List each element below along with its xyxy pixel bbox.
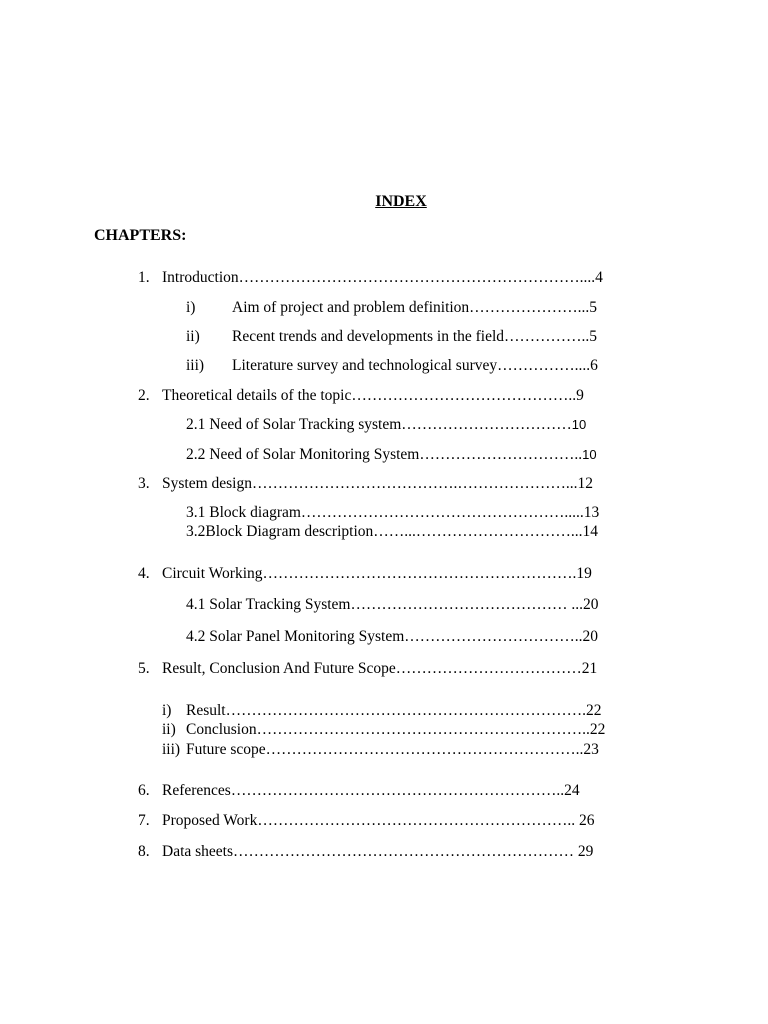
- toc-text: Conclusion………………………………………………………..22: [186, 721, 606, 738]
- toc-number: i): [162, 702, 172, 719]
- toc-number: 5.: [138, 660, 150, 677]
- toc-entry: [186, 503, 599, 523]
- toc-text: 2.2 Need of Solar Monitoring System…………………………..: [186, 446, 583, 463]
- toc-number: 2.: [138, 387, 150, 404]
- toc-number: 3.: [138, 475, 150, 492]
- toc-entry: [186, 595, 598, 615]
- toc-number: 1.: [138, 269, 150, 286]
- toc-text: 2.1 Need of Solar Tracking system……………………………: [186, 416, 572, 433]
- toc-text: Future scope……………………………………………………..23: [186, 741, 599, 758]
- toc-text: Introduction…………………………………………………………....4: [162, 269, 603, 286]
- toc-entry: [186, 415, 586, 435]
- toc-text: Theoretical details of the topic……………………………………..9: [162, 387, 584, 404]
- toc-text: Data sheets………………………………………………………… 29: [162, 843, 594, 860]
- toc-number: ii): [162, 721, 176, 738]
- toc-number: iii): [162, 741, 181, 758]
- toc-text: System design………………………………….…………………...12: [162, 475, 593, 492]
- toc-number: iii): [186, 357, 205, 374]
- toc-number: 8.: [138, 843, 150, 860]
- toc-text: Recent trends and developments in the field……………..5: [232, 328, 598, 345]
- toc-entry: [186, 522, 598, 542]
- toc-text: 3.1 Block diagram…………………………………………….....13: [186, 504, 600, 521]
- toc-text: 4.1 Solar Tracking System…………………………………… ...20: [186, 596, 599, 613]
- chapters-heading: CHAPTERS:: [94, 227, 187, 244]
- toc-number: 4.: [138, 565, 150, 582]
- toc-text: 3.2Block Diagram description……...…………………………...14: [186, 523, 598, 540]
- toc-number: i): [186, 299, 196, 316]
- toc-entry: [186, 445, 597, 465]
- index-title: INDEX: [375, 193, 427, 210]
- toc-page: 10: [582, 447, 597, 462]
- toc-text: Result…………………………………………………………….22: [186, 702, 602, 719]
- toc-text: Circuit Working…………………………………………………….19: [162, 565, 592, 582]
- toc-entry: [186, 627, 598, 647]
- toc-number: ii): [186, 328, 200, 345]
- toc-text: Literature survey and technological survey……………....6: [232, 357, 598, 374]
- toc-text: Proposed Work…………………………………………………….. 26: [162, 812, 595, 829]
- toc-number: 7.: [138, 812, 150, 829]
- toc-text: 4.2 Solar Panel Monitoring System……………………………..20: [186, 628, 599, 645]
- toc-number: 6.: [138, 782, 150, 799]
- toc-page: 10: [571, 417, 587, 432]
- toc-text: Aim of project and problem definition…………………...5: [232, 299, 598, 316]
- toc-text: References………………………………………………………..24: [162, 782, 580, 799]
- toc-text: Result, Conclusion And Future Scope………………………………21: [162, 660, 598, 677]
